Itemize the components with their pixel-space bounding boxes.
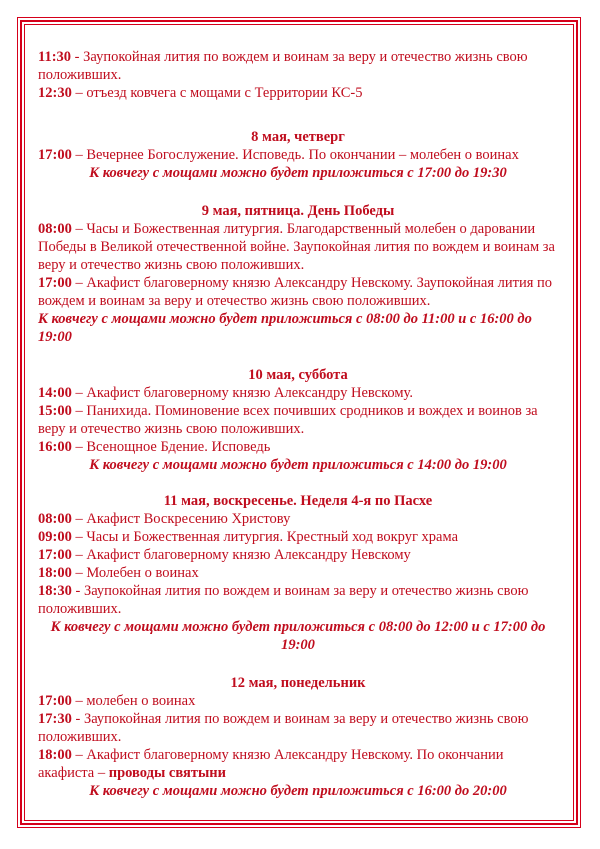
relic-access-note: К ковчегу с мощами можно будет приложиться с 14:00 до 19:00 <box>89 457 507 473</box>
event-time: 15:00 <box>38 403 72 419</box>
event: 14:00 – Акафист благоверному князю Александру Невскому. <box>38 385 413 401</box>
event-time: 08:00 <box>38 511 72 527</box>
event-text: Панихида. Поминовение всех почивших сродников и вождех и воинов за веру и отечество жизнь свою положивших. <box>38 403 538 437</box>
event-time: 11:30 <box>38 49 72 65</box>
event-text: Заупокойная лития по вождем и воинам за веру и отечество жизнь свою положивших. <box>38 711 529 745</box>
event-text: отъезд ковчега с мощами с Территории КС-5 <box>86 85 363 101</box>
event-time: 17:00 <box>38 547 72 563</box>
event-text: Вечернее Богослужение. Исповедь. По окончании – молебен о воинах <box>86 147 519 163</box>
day-title: 12 мая, понедельник <box>230 675 366 691</box>
intro-event: 12:30 – отъезд ковчега с мощами с Территории КС-5 <box>38 85 363 101</box>
day-section <box>38 492 558 654</box>
event-text: Часы и Божественная литургия. Благодарственный молебен о даровании Победы в Великой отечественной войне. Заупокойная лития по вождем и воинам за веру и отечество жизнь свою положивших. <box>38 221 555 273</box>
relic-access-note: К ковчегу с мощами можно будет приложиться с 08:00 до 11:00 и с 16:00 до 19:00 <box>38 311 532 345</box>
intro-event: 11:30 - Заупокойная лития по вождем и воинам за веру и отечество жизнь свою положивших. <box>38 49 528 83</box>
event-time: 08:00 <box>38 221 72 237</box>
event-time: 18:00 <box>38 747 72 763</box>
event: 15:00 – Панихида. Поминовение всех почивших сродников и вождех и воинов за веру и отечество жизнь свою положивших. <box>38 403 538 437</box>
day-section <box>38 202 558 346</box>
event: 17:00 – Вечернее Богослужение. Исповедь. По окончании – молебен о воинах <box>38 147 519 163</box>
event: 18:00 – Акафист благоверному князю Александру Невскому. По окончании акафиста – проводы святыни <box>38 747 504 781</box>
day-title: 8 мая, четверг <box>251 129 345 145</box>
event-text: Акафист благоверному князю Александру Невскому. Заупокойная лития по вождем и воинам за веру и отечество жизнь свою положивших. <box>38 275 553 309</box>
event: 08:00 – Акафист Воскресению Христову <box>38 511 291 527</box>
event-time: 17:00 <box>38 275 72 291</box>
event-time: 14:00 <box>38 385 72 401</box>
event-text: Заупокойная лития по вождем и воинам за веру и отечество жизнь свою положивших. <box>38 49 528 83</box>
event-time: 18:00 <box>38 565 72 581</box>
event-time: 17:00 <box>38 147 72 163</box>
relic-access-note: К ковчегу с мощами можно будет приложиться с 16:00 до 20:00 <box>89 783 507 799</box>
event: 17:00 – молебен о воинах <box>38 693 196 709</box>
relic-access-note: К ковчегу с мощами можно будет приложиться с 17:00 до 19:30 <box>89 165 507 181</box>
day-section <box>38 366 558 474</box>
day-title: 10 мая, суббота <box>248 367 348 383</box>
event-text: Часы и Божественная литургия. Крестный ход вокруг храма <box>86 529 458 545</box>
schedule-document <box>38 48 558 800</box>
event: 09:00 – Часы и Божественная литургия. Крестный ход вокруг храма <box>38 529 458 545</box>
event: 17:00 – Акафист благоверному князю Александру Невскому. Заупокойная лития по вождем и воинам за веру и отечество жизнь свою положивших. <box>38 275 553 309</box>
event-text: Молебен о воинах <box>86 565 199 581</box>
event: 17:00 – Акафист благоверному князю Александру Невскому <box>38 547 411 563</box>
event-time: 16:00 <box>38 439 72 455</box>
day-section <box>38 674 558 800</box>
event: 18:30 - Заупокойная лития по вождем и воинам за веру и отечество жизнь свою положивших. <box>38 583 529 617</box>
event-time: 12:30 <box>38 85 72 101</box>
relic-access-note: К ковчегу с мощами можно будет приложиться с 08:00 до 12:00 и с 17:00 до 19:00 <box>50 619 546 653</box>
event-text: Акафист благоверному князю Александру Невскому <box>86 547 411 563</box>
farewell-highlight: проводы святыни <box>108 765 226 781</box>
event: 18:00 – Молебен о воинах <box>38 565 199 581</box>
event-text: Акафист Воскресению Христову <box>86 511 291 527</box>
day-section <box>38 128 558 182</box>
event-text: Заупокойная лития по вождем и воинам за веру и отечество жизнь свою положивших. <box>38 583 529 617</box>
event-time: 17:00 <box>38 693 72 709</box>
day-title: 11 мая, воскресенье. Неделя 4-я по Пасхе <box>163 493 433 509</box>
event-time: 09:00 <box>38 529 72 545</box>
event: 08:00 – Часы и Божественная литургия. Благодарственный молебен о даровании Победы в Великой отечественной войне. Заупокойная лития по вождем и воинам за веру и отечество жизнь свою положивших. <box>38 221 555 273</box>
event: 16:00 – Всенощное Бдение. Исповедь <box>38 439 271 455</box>
event-text: Акафист благоверному князю Александру Невскому. <box>86 385 413 401</box>
event-time: 17:30 <box>38 711 72 727</box>
event-text: молебен о воинах <box>86 693 196 709</box>
event-text: Всенощное Бдение. Исповедь <box>86 439 271 455</box>
day-title: 9 мая, пятница. День Победы <box>201 203 395 219</box>
event-text: Акафист благоверному князю Александру Невскому. По окончании акафиста – <box>38 747 504 781</box>
event: 17:30 - Заупокойная лития по вождем и воинам за веру и отечество жизнь свою положивших. <box>38 711 529 745</box>
event-time: 18:30 <box>38 583 72 599</box>
